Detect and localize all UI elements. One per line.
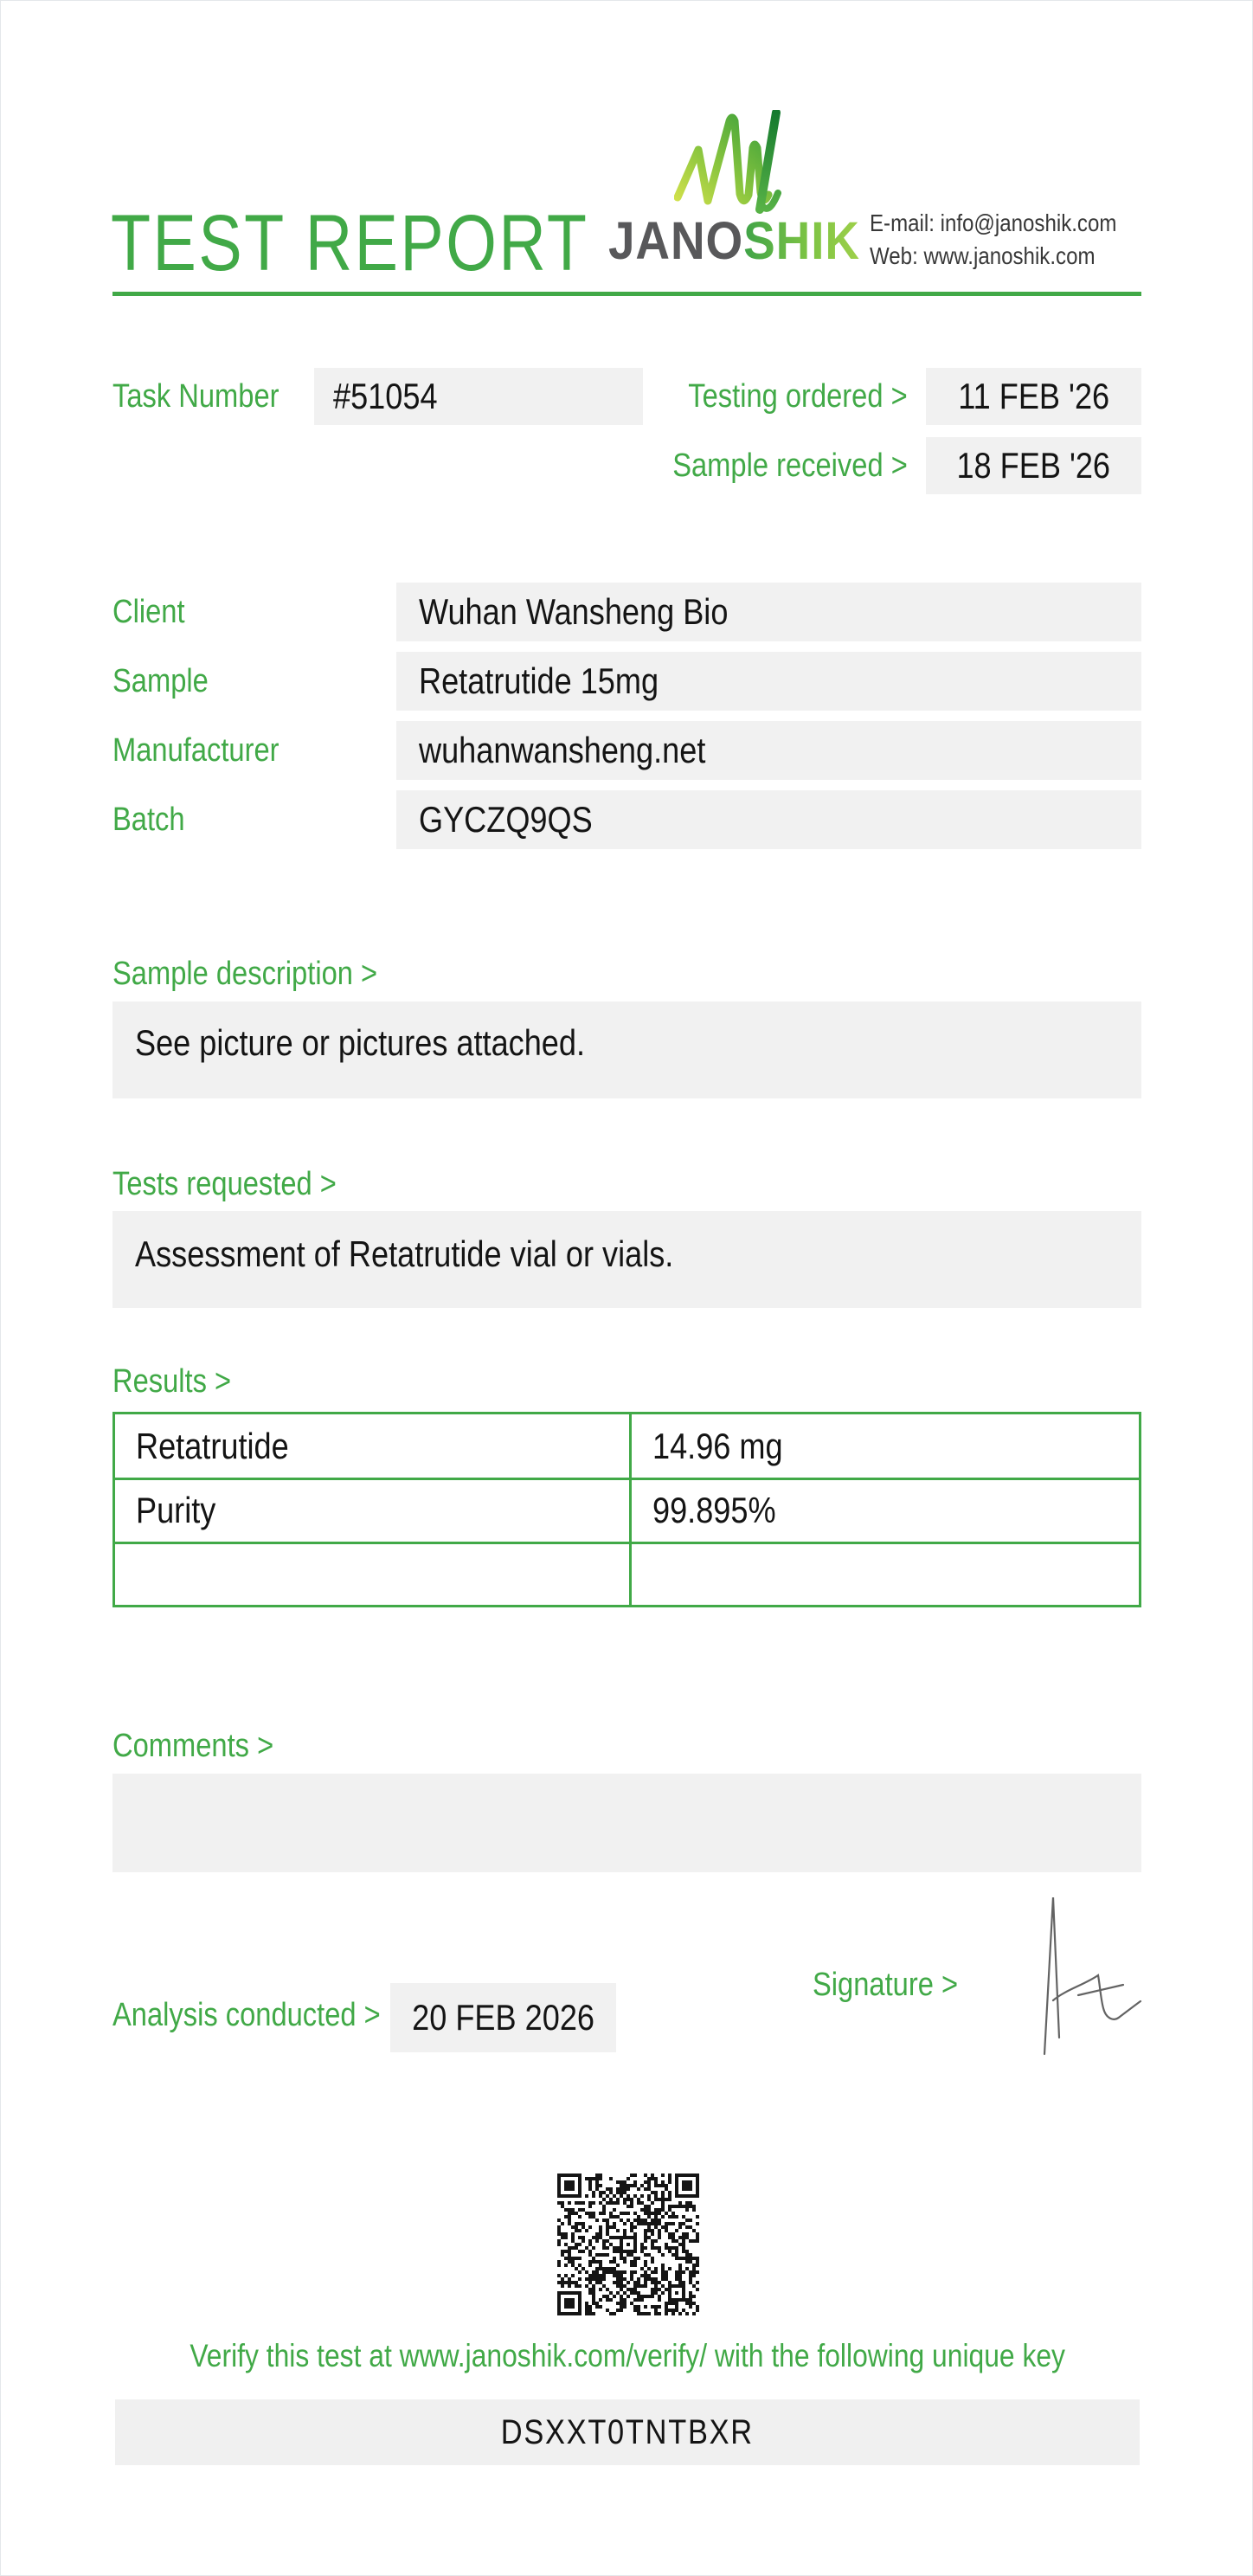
sample-received-value: 18 FEB '26 <box>956 445 1111 486</box>
page-title <box>111 199 694 287</box>
result-value-cell <box>629 1542 1139 1605</box>
client-value-box <box>396 583 1141 641</box>
sample-description-label: Sample description > <box>112 955 378 992</box>
sample-description-box <box>112 1001 1141 1098</box>
analysis-conducted-value-box <box>390 1983 616 2052</box>
comments-label: Comments > <box>112 1727 274 1764</box>
sample-received-value-box <box>926 437 1141 494</box>
testing-ordered-label: Testing ordered > <box>688 377 908 415</box>
analysis-conducted-label: Analysis conducted > <box>112 1996 381 2033</box>
verify-text: Verify this test at www.janoshik.com/verify/ with the following unique key <box>190 2338 1065 2373</box>
verify-key: DSXXT0TNTBXR <box>500 2412 755 2451</box>
manufacturer-value: wuhanwansheng.net <box>419 730 706 770</box>
sample-received-label: Sample received > <box>672 447 908 484</box>
contact-email: E-mail: info@janoshik.com <box>870 209 1117 236</box>
signature-label: Signature > <box>813 1966 959 2003</box>
result-name-cell: Retatrutide <box>136 1425 289 1466</box>
result-value-cell: 99.895% <box>629 1478 1139 1541</box>
comments-box <box>112 1774 1141 1872</box>
client-label: Client <box>112 593 185 630</box>
result-name-cell: Purity <box>115 1478 629 1541</box>
batch-value-box <box>396 790 1141 849</box>
batch-label: Batch <box>112 801 185 838</box>
testing-ordered-value: 11 FEB '26 <box>958 376 1109 416</box>
sample-description-text: See picture or pictures attached. <box>135 1022 586 1063</box>
qr-code <box>557 2174 699 2315</box>
task-number-label: Task Number <box>112 377 280 415</box>
sample-value-box <box>396 652 1141 711</box>
verify-key-box <box>115 2399 1140 2465</box>
logo-wordmark <box>608 211 888 270</box>
result-name-cell <box>115 1542 629 1605</box>
client-value: Wuhan Wansheng Bio <box>419 591 729 632</box>
logo-text-shik: SHIK <box>743 211 860 270</box>
signature-image <box>996 1862 1152 2070</box>
testing-ordered-value-box <box>926 368 1141 425</box>
page-title-text: TEST REPORT <box>111 199 589 287</box>
contact-block <box>870 207 1157 273</box>
tests-requested-label: Tests requested > <box>112 1165 337 1202</box>
analysis-conducted-value: 20 FEB 2026 <box>412 1997 594 2038</box>
results-table <box>112 1412 1141 1607</box>
manufacturer-value-box <box>396 721 1141 780</box>
manufacturer-label: Manufacturer <box>112 731 280 769</box>
logo-squiggle-icon <box>674 110 787 214</box>
result-value-cell: 14.96 mg <box>629 1414 1139 1478</box>
results-label: Results > <box>112 1362 232 1400</box>
tests-requested-box <box>112 1211 1141 1308</box>
tests-requested-text: Assessment of Retatrutide vial or vials. <box>135 1233 674 1274</box>
sample-value: Retatrutide 15mg <box>419 660 659 701</box>
batch-value: GYCZQ9QS <box>419 799 593 840</box>
contact-web: Web: www.janoshik.com <box>870 242 1096 269</box>
logo-text-jano: JANO <box>608 211 744 270</box>
header-divider <box>112 292 1141 296</box>
sample-label: Sample <box>112 662 209 699</box>
task-number-value: #51054 <box>333 376 438 416</box>
